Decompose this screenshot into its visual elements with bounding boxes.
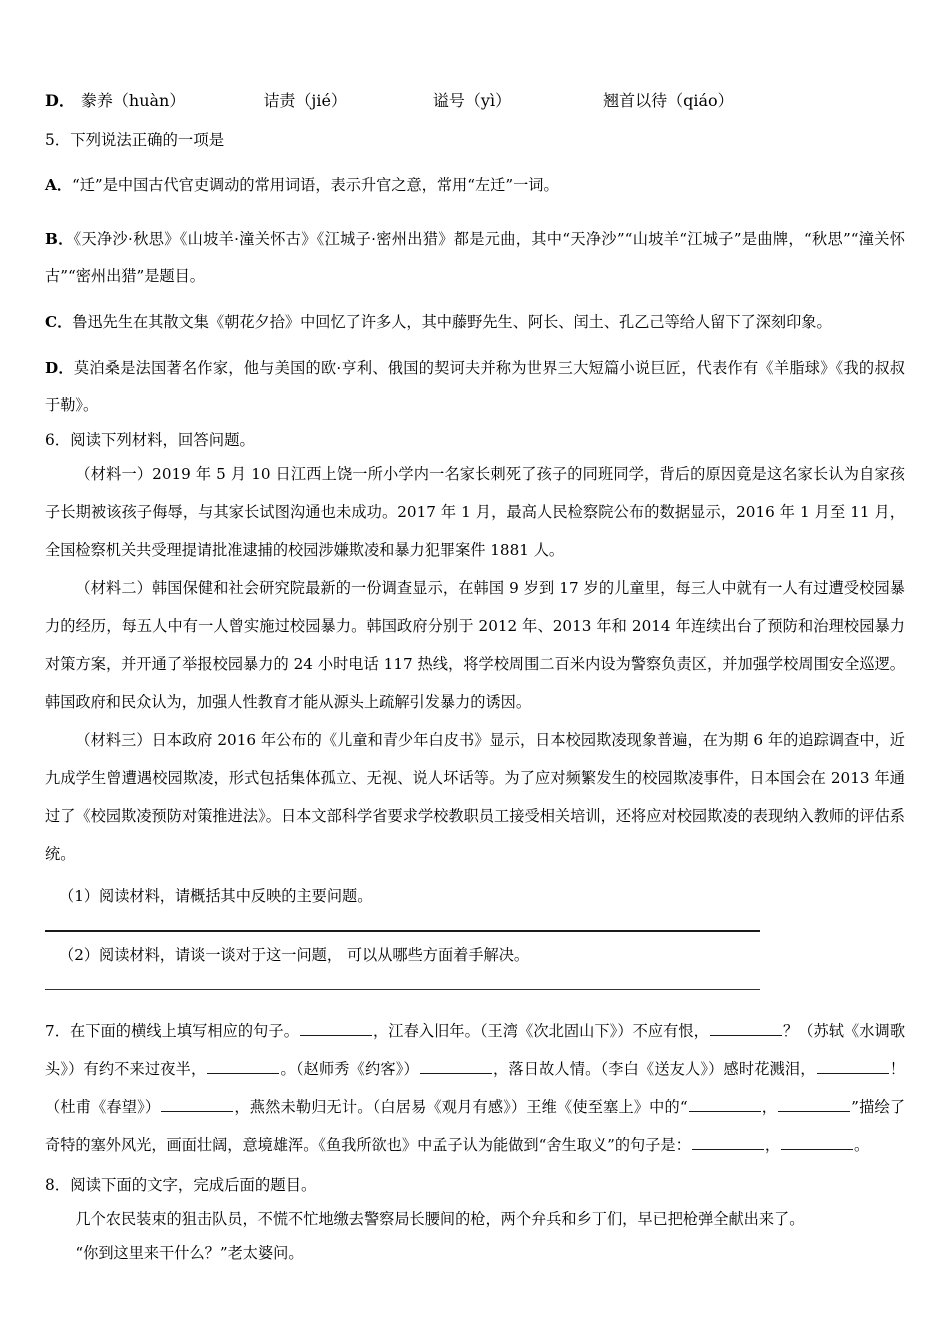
question-8-passage-line-1: 几个农民装束的狙击队员，不慌不忙地缴去警察局长腰间的枪，两个弁兵和乡丁们，早已把枪弹全献出来了。 xyxy=(75,1209,805,1228)
answer-line-1[interactable] xyxy=(45,930,760,932)
pinyin-item-3: 谥号（yì） xyxy=(432,91,512,110)
question4-option-d-row xyxy=(45,88,905,111)
question-6-sub-2: （2）阅读材料，请谈一谈对于这一问题， 可以从哪些方面着手解决。 xyxy=(59,946,530,965)
fill-blank-3[interactable] xyxy=(207,1059,279,1074)
fill-blank-5[interactable] xyxy=(817,1059,889,1074)
option-c-label: C． xyxy=(45,313,73,332)
question-5-stem-text: 下列说法正确的一项是 xyxy=(70,131,225,149)
fill-blank-10[interactable] xyxy=(781,1135,853,1150)
question-6-number: 6． xyxy=(45,431,71,450)
question-8-number: 8． xyxy=(45,1176,71,1195)
option-d2-text: 莫泊桑是法国著名作家，他与美国的欧·亨利、俄国的契诃夫并称为世界三大短篇小说巨匠，代表作有《羊脂球》《我的叔叔于勒》。 xyxy=(45,359,905,415)
q7-text-2: ？（苏轼《水调歌头》）有约不来过夜半， xyxy=(45,1022,906,1079)
question-5-stem xyxy=(45,133,905,148)
question-7-stem-text: 在下面的横线上填写相应的句子。 xyxy=(70,1022,299,1041)
question-5-option-d xyxy=(45,350,905,424)
fill-blank-8[interactable] xyxy=(778,1097,850,1112)
question-6-material-3: （材料三）日本政府 2016 年公布的《儿童和青少年白皮书》显示，日本校园欺凌现象普遍，在为期 6 年的追踪调查中，近九成学生曾遭遇校园欺凌，形式包括集体孤立、无视、说人坏话等。为了应对频繁发生的校园欺凌事件，日本国会在 2013 年通过了《校园欺凌预防对策推进法》。日本文部科学省要求学校教职员工接受相关培训，还将应对校园欺凌的表现纳入教师的评估系统。 xyxy=(45,730,905,863)
question-7 xyxy=(45,1012,905,1164)
q7-text-8: ”描绘了奇特的塞外风光，画面壮阔，意境雄浑。《鱼我所欲也》中孟子认为能做到“舍生取义”的句子是： xyxy=(45,1098,906,1155)
answer-line-2[interactable] xyxy=(45,989,760,990)
q7-text-9: ， xyxy=(764,1136,780,1155)
option-d2-label: D． xyxy=(45,359,74,378)
question-5-option-a xyxy=(45,167,905,204)
q7-text-1: ，江春入旧年。（王湾《次北固山下》）不应有恨， xyxy=(372,1022,709,1041)
question-5-option-b xyxy=(45,221,905,295)
fill-blank-1[interactable] xyxy=(300,1021,372,1036)
option-a-text: “迁”是中国古代官吏调动的常用词语，表示升官之意，常用“左迁”一词。 xyxy=(71,176,559,195)
option-a-label: A． xyxy=(45,176,72,195)
q7-text-7: ， xyxy=(761,1098,778,1117)
question-6-stem-text: 阅读下列材料，回答问题。 xyxy=(70,431,255,450)
question-8-stem xyxy=(45,1178,905,1193)
fill-blank-9[interactable] xyxy=(692,1135,764,1150)
question-7-number: 7． xyxy=(45,1022,71,1041)
option-c-text: 鲁迅先生在其散文集《朝花夕拾》中回忆了许多人，其中藤野先生、阿长、闰土、孔乙己等给人留下了深刻印象。 xyxy=(72,313,832,332)
question-6-sub-1: （1）阅读材料，请概括其中反映的主要问题。 xyxy=(59,886,373,905)
pinyin-item-4: 翘首以待（qiáo） xyxy=(603,91,734,110)
question-5-option-c xyxy=(45,304,905,341)
question-5-number: 5． xyxy=(45,131,71,149)
option-b-label: B． xyxy=(45,230,74,249)
option-d-label: D． xyxy=(45,91,75,110)
question-8-passage-line-2: “你到这里来干什么？”老太婆问。 xyxy=(75,1243,304,1262)
fill-blank-7[interactable] xyxy=(689,1097,761,1112)
question-6-material-2: （材料二）韩国保健和社会研究院最新的一份调查显示，在韩国 9 岁到 17 岁的儿童里，每三人中就有一人有过遭受校园暴力的经历，每五人中有一人曾实施过校园暴力。韩国政府分别于 2012 年、2013 年和 2014 年连续出台了预防和治理校园暴力对策方案，并开通了举报校园暴力的 24 小时电话 117 热线，将学校周围二百米内设为警察负责区，并加强学校周围安全巡逻。韩国政府和民众认为，加强人性教育才能从源头上疏解引发暴力的诱因。 xyxy=(45,578,905,711)
q7-text-6: ，燕然未勒归无计。（白居易《观月有感》）王维《使至塞上》中的“ xyxy=(234,1098,688,1117)
pinyin-item-2: 诘责（jié） xyxy=(263,91,347,110)
fill-blank-6[interactable] xyxy=(161,1097,233,1112)
q7-text-3: 。（赵师秀《约客》） xyxy=(280,1060,419,1079)
question-8-stem-text: 阅读下面的文字，完成后面的题目。 xyxy=(70,1176,317,1195)
q7-text-4: ，落日故人情。（李白《送友人》）感时花溅泪， xyxy=(492,1060,816,1079)
question-6-stem xyxy=(45,433,905,448)
pinyin-item-1: 豢养（huàn） xyxy=(80,91,186,110)
q7-text-10: 。 xyxy=(854,1136,870,1155)
fill-blank-4[interactable] xyxy=(420,1059,492,1074)
option-b-text: 《天净沙·秋思》《山坡羊·潼关怀古》《江城子·密州出猎》都是元曲，其中“天净沙”“山坡羊“江城子”是曲牌，“秋思”“潼关怀古”“密州出猎”是题目。 xyxy=(45,230,905,286)
fill-blank-2[interactable] xyxy=(710,1021,782,1036)
question-6-material-1: （材料一）2019 年 5 月 10 日江西上饶一所小学内一名家长刺死了孩子的同班同学，背后的原因竟是这名家长认为自家孩子长期被该孩子侮辱，与其家长试图沟通也未成功。2017 年 1 月，最高人民检察院公布的数据显示，2016 年 1 月至 11 月，全国检察机关共受理提请批准逮捕的校园涉嫌欺凌和暴力犯罪案件 1881 人。 xyxy=(45,464,905,559)
q7-text-5: ！（杜甫《春望》） xyxy=(45,1060,905,1117)
